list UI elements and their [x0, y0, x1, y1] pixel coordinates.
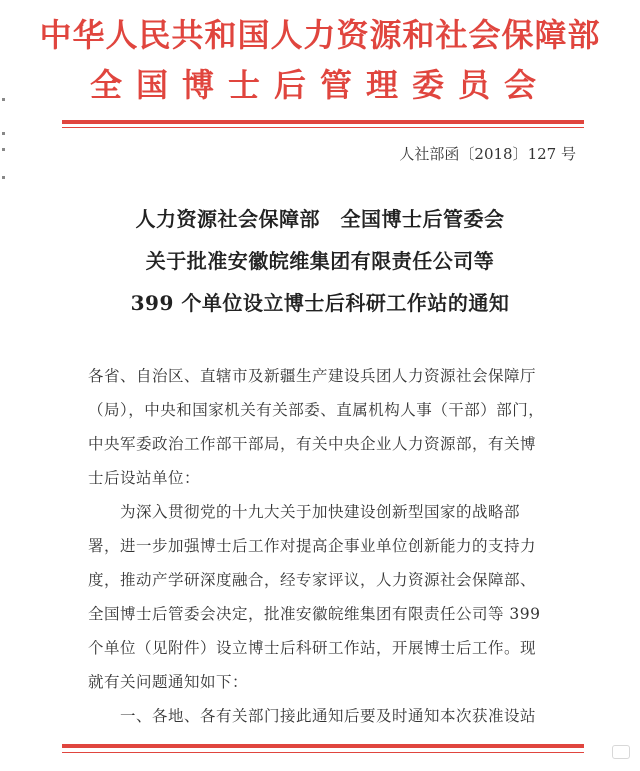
paragraph-line: 个单位（见附件）设立博士后科研工作站，开展博士后工作。现: [88, 639, 537, 657]
paragraph-line: 一、各地、各有关部门接此通知后要及时通知本次获准设站: [120, 707, 537, 725]
footer-rule-thick: [62, 744, 584, 748]
footer-rule-thin: [62, 752, 584, 753]
scan-margin-mark: [2, 98, 5, 101]
title-line-1: 人力资源社会保障部 全国博士后管委会: [135, 207, 505, 231]
scan-margin-mark: [2, 132, 5, 135]
scan-margin-mark: [2, 148, 5, 151]
watermark-logo: [612, 745, 630, 759]
letterhead-ministry: 中华人民共和国人力资源和社会保障部: [39, 16, 601, 54]
addressee-line: 中央军委政治工作部干部局，有关中央企业人力资源部，有关博: [88, 435, 537, 453]
letterhead-rule-thin: [62, 127, 584, 128]
letterhead-rule-thick: [62, 120, 584, 124]
paragraph-line: 度，推动产学研深度融合，经专家评议，人力资源社会保障部、: [88, 571, 537, 589]
document-number: 人社部函〔2018〕127 号: [399, 145, 576, 163]
paragraph-line: 为深入贯彻党的十九大关于加快建设创新型国家的战略部: [120, 503, 521, 521]
addressee-line: 士后设站单位：: [88, 469, 201, 487]
scan-margin-mark: [2, 176, 5, 179]
addressee-line: 各省、自治区、直辖市及新疆生产建设兵团人力资源社会保障厅: [88, 367, 537, 385]
paragraph-line: 署，进一步加强博士后工作对提高企事业单位创新能力的支持力: [88, 537, 537, 555]
letterhead-committee: 全国博士后管理委员会: [89, 66, 550, 104]
title-line-3: 399 个单位设立博士后科研工作站的通知: [130, 291, 510, 315]
paragraph-line: 全国博士后管委会决定，批准安徽皖维集团有限责任公司等 399: [88, 605, 541, 623]
paragraph-line: 就有关问题通知如下：: [88, 673, 249, 691]
addressee-line: （局），中央和国家机关有关部委、直属机构人事（干部）部门，: [88, 401, 545, 419]
title-line-2: 关于批准安徽皖维集团有限责任公司等: [145, 249, 495, 273]
